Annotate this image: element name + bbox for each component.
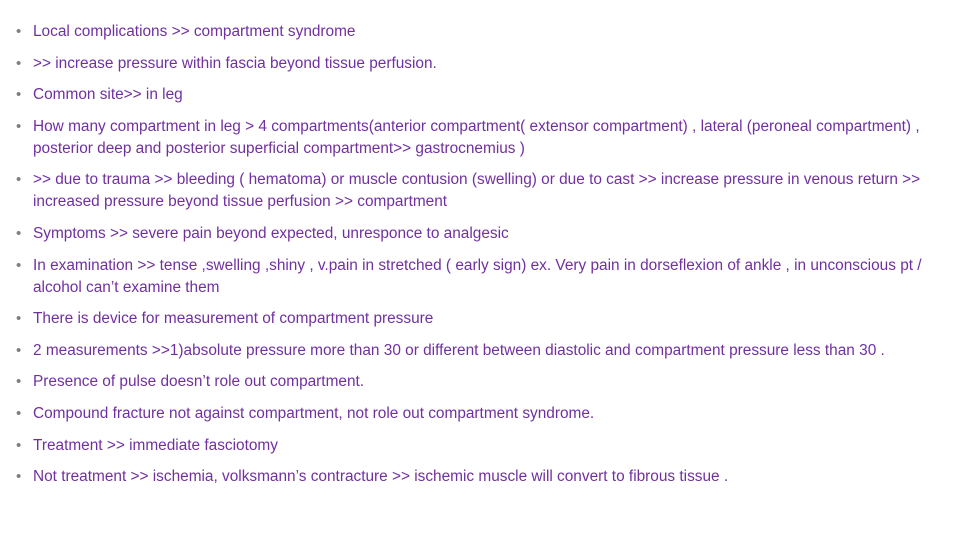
bullet-item-compartments-count xyxy=(14,116,944,160)
bullet-item-measurements xyxy=(14,340,944,362)
bullet-text: >> increase pressure within fascia beyond tissue perfusion. xyxy=(33,54,437,72)
bullet-text: In examination >> tense ,swelling ,shiny , v.pain in stretched ( early sign) ex. Very pain in dorseflexion of ankle , in unconscious pt / alcohol can’t examine them xyxy=(33,256,922,296)
bullet-text: Presence of pulse doesn’t role out compartment. xyxy=(33,373,365,391)
bullet-list xyxy=(14,21,944,498)
bullet-icon: • xyxy=(16,54,22,72)
bullet-icon: • xyxy=(16,224,22,242)
bullet-icon: • xyxy=(16,404,22,422)
bullet-icon: • xyxy=(16,86,22,104)
bullet-item-compound-fracture xyxy=(14,403,944,425)
bullet-icon: • xyxy=(16,373,22,391)
bullet-text: 2 measurements >>1)absolute pressure more than 30 or different between diastolic and compartment pressure less than 30 . xyxy=(33,341,885,359)
bullet-text: Compound fracture not against compartment, not role out compartment syndrome. xyxy=(33,404,595,422)
bullet-item-pulse xyxy=(14,371,944,393)
bullet-icon: • xyxy=(16,256,22,274)
bullet-item-local-complications xyxy=(14,21,944,43)
bullet-icon: • xyxy=(16,310,22,328)
bullet-text: There is device for measurement of compartment pressure xyxy=(33,310,434,328)
bullet-icon: • xyxy=(16,117,22,135)
bullet-item-measurement-device xyxy=(14,308,944,330)
bullet-icon: • xyxy=(16,468,22,486)
bullet-item-not-treatment xyxy=(14,466,944,488)
bullet-text: Local complications >> compartment syndrome xyxy=(33,23,356,40)
bullet-text: >> due to trauma >> bleeding ( hematoma) or muscle contusion (swelling) or due to cast >> increase pressure in venous return >> increased pressure beyond tissue perfusion >> compartment xyxy=(33,171,921,211)
bullet-item-increase-pressure xyxy=(14,53,944,75)
bullet-item-symptoms xyxy=(14,223,944,245)
bullet-item-common-site xyxy=(14,84,944,106)
bullet-icon: • xyxy=(16,23,22,40)
bullet-item-examination xyxy=(14,255,944,299)
bullet-item-treatment xyxy=(14,435,944,457)
bullet-icon: • xyxy=(16,341,22,359)
bullet-text: Symptoms >> severe pain beyond expected, unresponce to analgesic xyxy=(33,224,509,242)
bullet-icon: • xyxy=(16,436,22,454)
bullet-text: How many compartment in leg > 4 compartments(anterior compartment( extensor compartment) , lateral (peroneal compartment) , posterior deep and posterior superficial compartment>> gastrocnemius ) xyxy=(33,117,920,157)
bullet-text: Not treatment >> ischemia, volksmann’s contracture >> ischemic muscle will convert to fibrous tissue . xyxy=(33,468,729,486)
bullet-icon: • xyxy=(16,171,22,189)
bullet-item-causes xyxy=(14,169,944,213)
bullet-text: Treatment >> immediate fasciotomy xyxy=(33,436,278,454)
bullet-text: Common site>> in leg xyxy=(33,86,183,104)
